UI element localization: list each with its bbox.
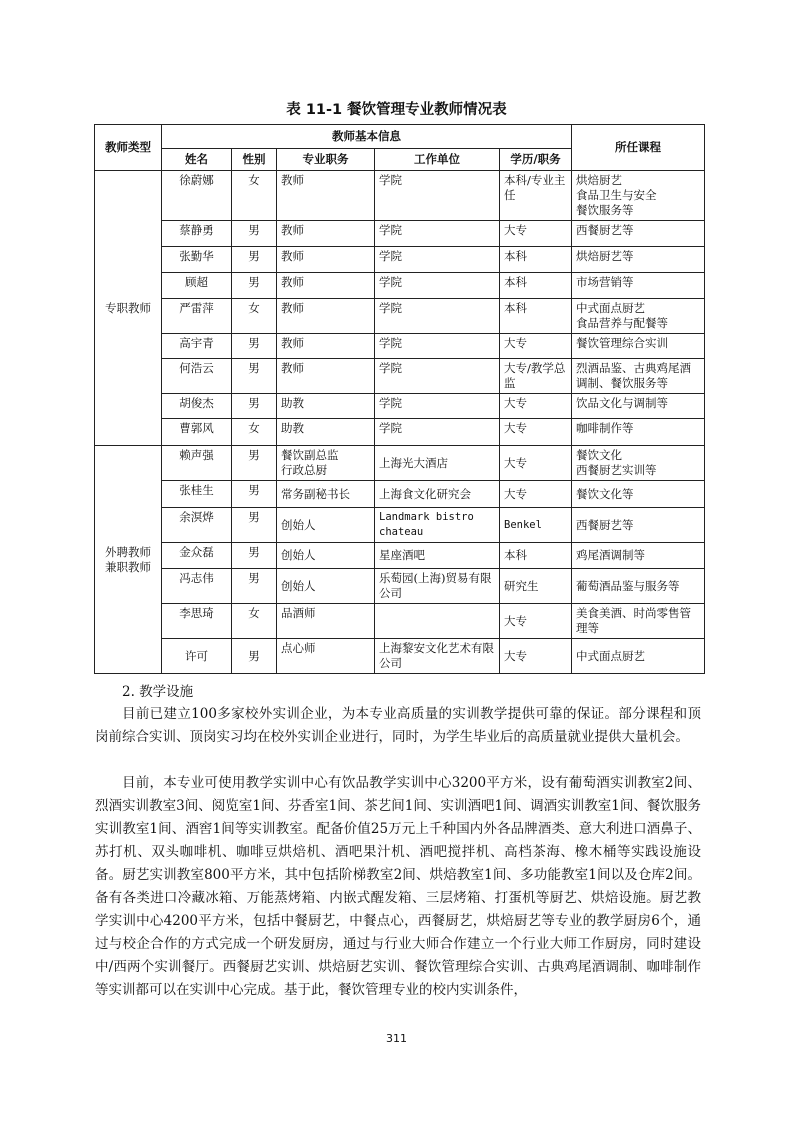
cell-name: 李思琦 (162, 604, 232, 639)
cell-name: 张桂生 (162, 481, 232, 508)
paragraph-1 (95, 703, 701, 749)
cell-unit: 学院 (375, 334, 500, 359)
paragraph-text: 目前已建立100多家校外实训企业，为本专业高质量的实训教学提供可靠的保证。部分课程和顶岗前综合实训、顶岗实习均在校外实训企业进行，同时，为学生毕业后的高质量就业提供大量机会。 (95, 706, 701, 745)
cell-gender: 男 (232, 247, 277, 273)
cell-unit: 上海食文化研究会 (375, 481, 500, 508)
table-row (95, 359, 705, 394)
cell-education: 本科 (500, 543, 572, 569)
cell-position: 常务副秘书长 (277, 481, 375, 508)
cell-course: 餐饮文化 西餐厨艺实训等 (572, 446, 705, 481)
cell-unit: 上海黎安文化艺术有限公司 (375, 639, 500, 674)
cell-education: 大专 (500, 419, 572, 446)
header-basic-info: 教师基本信息 (162, 125, 572, 149)
header-course: 所任课程 (572, 125, 705, 171)
table-row (95, 639, 705, 674)
cell-education: 研究生 (500, 569, 572, 604)
cell-unit (375, 604, 500, 639)
cell-education: 大专 (500, 446, 572, 481)
cell-name: 张勤华 (162, 247, 232, 273)
cell-unit: 学院 (375, 171, 500, 221)
cell-unit: 上海光大酒店 (375, 446, 500, 481)
cell-position: 教师 (277, 334, 375, 359)
table-row (95, 569, 705, 604)
table-row (95, 419, 705, 446)
cell-position: 助教 (277, 419, 375, 446)
cell-education: 本科 (500, 299, 572, 334)
table-row (95, 508, 705, 543)
cell-position: 创始人 (277, 543, 375, 569)
cell-unit: 乐萄园(上海)贸易有限公司 (375, 569, 500, 604)
cell-unit: 学院 (375, 419, 500, 446)
table-row (95, 273, 705, 299)
cell-gender: 男 (232, 639, 277, 674)
cell-education: 大专/教学总监 (500, 359, 572, 394)
cell-unit: 学院 (375, 273, 500, 299)
header-education: 学历/职务 (500, 149, 572, 171)
cell-gender: 男 (232, 359, 277, 394)
cell-gender: 男 (232, 569, 277, 604)
cell-course: 葡萄酒品鉴与服务等 (572, 569, 705, 604)
cell-gender: 男 (232, 508, 277, 543)
cell-education: 本科/专业主任 (500, 171, 572, 221)
cell-education: 大专 (500, 481, 572, 508)
table-row (95, 543, 705, 569)
cell-position: 教师 (277, 299, 375, 334)
cell-unit: Landmark bistro chateau (375, 508, 500, 543)
cell-name: 顾超 (162, 273, 232, 299)
cell-course: 餐饮文化等 (572, 481, 705, 508)
cell-name: 许可 (162, 639, 232, 674)
cell-gender: 女 (232, 299, 277, 334)
cell-education: Benkel (500, 508, 572, 543)
cell-position: 点心师 (277, 639, 375, 674)
cell-education: 大专 (500, 639, 572, 674)
cell-course: 饮品文化与调制等 (572, 394, 705, 419)
cell-education: 本科 (500, 247, 572, 273)
paragraph-text: 目前，本专业可使用教学实训中心有饮品教学实训中心3200平方米，设有葡萄酒实训教室2间、烈酒实训教室3间、阅览室1间、芬香室1间、茶艺间1间、实训酒吧1间、调酒实训教室1间、餐饮服务实训教室1间、酒窖1间等实训教室。配备价值25万元上千种国内外各品牌酒类、意大利进口酒鼻子、苏打机、双头咖啡机、咖啡豆烘焙机、酒吧果汁机、酒吧搅拌机、高档茶海、橡木桶等实践设施设备。厨艺实训教室800平方米，其中包括阶梯教室2间、烘焙教室1间、多功能教室1间以及仓库2间。备有各类进口冷藏冰箱、万能蒸烤箱、内嵌式醒发箱、三层烤箱、打蛋机等厨艺、烘焙设施。厨艺教学实训中心4200平方米，包括中餐厨艺，中餐点心，西餐厨艺，烘焙厨艺等专业的教学厨房6个，通过与校企合作的方式完成一个研发厨房，通过与行业大师合作建立一个行业大师工作厨房，同时建设中/西两个实训餐厅。西餐厨艺实训、烘焙厨艺实训、餐饮管理综合实训、古典鸡尾酒调制、咖啡制作等实训都可以在实训中心完成。基于此，餐饮管理专业的校内实训条件， (95, 775, 701, 998)
cell-name: 何浩云 (162, 359, 232, 394)
cell-position: 教师 (277, 247, 375, 273)
cell-name: 冯志伟 (162, 569, 232, 604)
cell-name: 高宇青 (162, 334, 232, 359)
cell-gender: 男 (232, 394, 277, 419)
cell-name: 徐蔚娜 (162, 171, 232, 221)
cell-education: 大专 (500, 604, 572, 639)
cell-course: 中式面点厨艺 食品营养与配餐等 (572, 299, 705, 334)
cell-course: 咖啡制作等 (572, 419, 705, 446)
cell-course: 烘焙厨艺等 (572, 247, 705, 273)
cell-unit: 学院 (375, 247, 500, 273)
cell-course: 中式面点厨艺 (572, 639, 705, 674)
cell-unit: 学院 (375, 299, 500, 334)
group-label-external: 外聘教师 兼职教师 (95, 446, 162, 674)
cell-unit: 学院 (375, 359, 500, 394)
table-row (95, 481, 705, 508)
cell-gender: 女 (232, 604, 277, 639)
cell-position: 教师 (277, 221, 375, 247)
cell-gender: 男 (232, 334, 277, 359)
cell-course: 鸡尾酒调制等 (572, 543, 705, 569)
cell-education: 大专 (500, 221, 572, 247)
cell-course: 烘焙厨艺 食品卫生与安全 餐饮服务等 (572, 171, 705, 221)
cell-position: 创始人 (277, 508, 375, 543)
cell-name: 赖声强 (162, 446, 232, 481)
cell-course: 餐饮管理综合实训 (572, 334, 705, 359)
cell-name: 胡俊杰 (162, 394, 232, 419)
cell-course: 美食美酒、时尚零售管理等 (572, 604, 705, 639)
header-unit: 工作单位 (375, 149, 500, 171)
cell-gender: 男 (232, 481, 277, 508)
cell-gender: 男 (232, 273, 277, 299)
page-number: 311 (386, 1032, 407, 1045)
group-label-fulltime: 专职教师 (95, 171, 162, 446)
table-row (95, 446, 705, 481)
table-row (95, 604, 705, 639)
cell-gender: 男 (232, 446, 277, 481)
cell-gender: 女 (232, 419, 277, 446)
header-type: 教师类型 (95, 125, 162, 171)
table-row (95, 221, 705, 247)
cell-position: 教师 (277, 359, 375, 394)
cell-education: 本科 (500, 273, 572, 299)
cell-unit: 学院 (375, 394, 500, 419)
table-row (95, 394, 705, 419)
cell-course: 市场营销等 (572, 273, 705, 299)
paragraph-2 (95, 772, 701, 1002)
cell-position: 品酒师 (277, 604, 375, 639)
cell-position: 教师 (277, 273, 375, 299)
cell-gender: 男 (232, 221, 277, 247)
cell-course: 烈酒品鉴、古典鸡尾酒调制、餐饮服务等 (572, 359, 705, 394)
table-row (95, 334, 705, 359)
teacher-table (94, 124, 705, 674)
table-title: 表 11-1 餐饮管理专业教师情况表 (286, 102, 507, 118)
table-row (95, 299, 705, 334)
table-row (95, 247, 705, 273)
cell-position: 助教 (277, 394, 375, 419)
table-row (95, 171, 705, 221)
cell-position: 教师 (277, 171, 375, 221)
cell-course: 西餐厨艺等 (572, 508, 705, 543)
cell-education: 大专 (500, 334, 572, 359)
header-gender: 性别 (232, 149, 277, 171)
cell-gender: 女 (232, 171, 277, 221)
cell-position: 创始人 (277, 569, 375, 604)
cell-education: 大专 (500, 394, 572, 419)
cell-unit: 学院 (375, 221, 500, 247)
header-name: 姓名 (162, 149, 232, 171)
cell-unit: 星座酒吧 (375, 543, 500, 569)
cell-name: 余溟烨 (162, 508, 232, 543)
cell-gender: 男 (232, 543, 277, 569)
cell-name: 蔡静勇 (162, 221, 232, 247)
cell-name: 金众磊 (162, 543, 232, 569)
cell-name: 曹郭风 (162, 419, 232, 446)
header-position: 专业职务 (277, 149, 375, 171)
section-heading: 2. 教学设施 (122, 684, 194, 700)
cell-position: 餐饮副总监 行政总厨 (277, 446, 375, 481)
cell-course: 西餐厨艺等 (572, 221, 705, 247)
cell-name: 严雷萍 (162, 299, 232, 334)
